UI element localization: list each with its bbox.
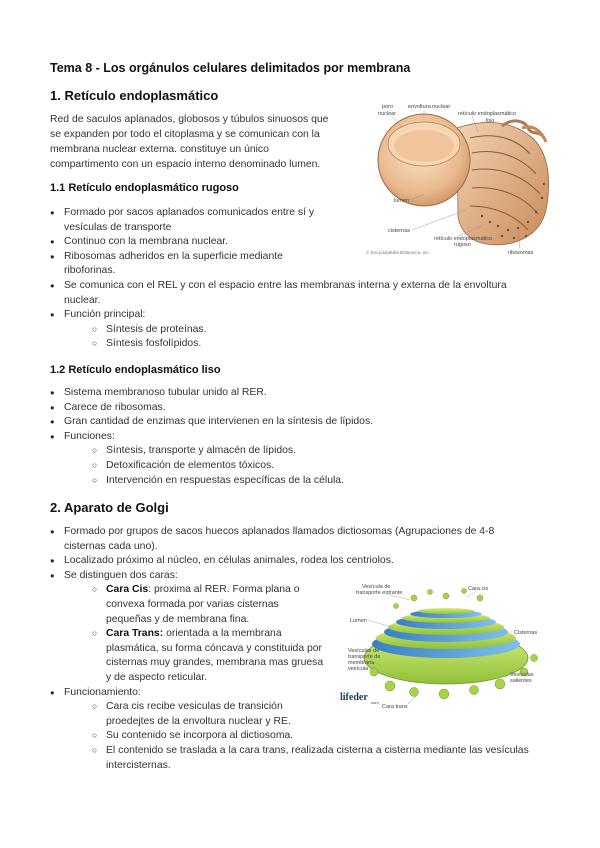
rel-subitem: ○ Detoxificación de elementos tóxicos. xyxy=(92,459,570,474)
golgi-stack-shape xyxy=(364,608,528,684)
section-1-intro xyxy=(50,112,350,172)
rer-list xyxy=(50,206,570,352)
fig2-label-transporte: transporte entrante xyxy=(356,590,403,596)
nucleus-shape xyxy=(378,114,470,206)
lifeder-logo-suffix: .com xyxy=(370,700,379,705)
fig1-label-cisternas: cisternas xyxy=(388,228,411,234)
rer-item: ● Función principal: ○ Síntesis de proteínas. ○ Síntesis fosfolípidos. xyxy=(50,308,570,352)
golgi-cis-item: ○ Cara Cis: proxima al RER. Forma plana o convexa formada por varias cisternas pequeñas y de membrana fina. xyxy=(92,583,580,627)
section-2-heading: 2. Aparato de Golgi xyxy=(50,500,169,515)
golgi-trans-item: ○ Cara Trans: orientada a la membrana plasmática, su forma cóncava y constituida por cisternas muy grandes, membrana mas gruesa y de aspecto reticular. xyxy=(92,627,580,685)
intro-line: membrana nuclear externa. constituye un único xyxy=(50,144,269,155)
fig2-label-vesiculas: membrana xyxy=(348,660,375,666)
rer-sublist xyxy=(64,323,570,352)
fig2-label-cisternas: Cisternas xyxy=(514,630,538,636)
rer-subitem: ○ Síntesis de proteínas. xyxy=(92,323,570,338)
fig1-label-liso: liso xyxy=(486,118,495,124)
fig1-label-poro: poro xyxy=(382,104,394,110)
golgi-apparatus-illustration xyxy=(334,580,559,710)
golgi-func-sublist xyxy=(64,700,580,773)
fig2-label-cara-cis: Cara cis xyxy=(468,586,489,592)
rel-subitem: ○ Intervención en respuestas específicas de la célula. xyxy=(92,474,570,489)
intro-line: compartimento con un espacio interno denominado lumen. xyxy=(50,159,321,170)
lifeder-logo: lifeder xyxy=(340,692,368,703)
golgi-item: ● Formado por grupos de sacos huecos aplanados llamados dictiosomas (Agrupaciones de 4-8 cisternas cada uno). xyxy=(50,525,580,554)
rer-item: ● Formado por sacos aplanados comunicados entre sí y vesículas de transporte xyxy=(50,206,570,235)
fig2-label-cara-trans: Cara trans xyxy=(382,704,408,710)
fig2-label-vesiculas-salientes: Vesículas xyxy=(510,672,534,678)
fig1-label-rugoso: rugoso xyxy=(454,242,471,248)
rel-item: ● Carece de ribosomas. xyxy=(50,401,570,416)
golgi-func-subitem: ○ Cara cis recibe vesiculas de transición proedejtes de la envoltura nuclear y RE. xyxy=(92,700,580,729)
fig1-caption: © Encyclopædia Britannica, Inc. xyxy=(366,250,430,255)
fig2-label-vesicula: Vesícula de xyxy=(362,584,391,590)
golgi-func-subitem: ○ Su contenido se incorpora al dictiosoma. xyxy=(92,729,580,744)
rel-item: ● Sistema membranoso tubular unido al RER. xyxy=(50,386,570,401)
rel-heading: 1.2 Retículo endoplasmático liso xyxy=(50,364,221,376)
rel-item: ● Funciones: ○ Síntesis, transporte y almacén de lípidos. ○ Detoxificación de elementos tóxicos. ○ Intervención en respuestas específicas de la célula. xyxy=(50,430,570,488)
golgi-item: ● Se distinguen dos caras: ○ Cara Cis: proxima al RER. Forma plana o convexa formada por varias cisternas pequeñas y de membrana fina. ○ Cara Trans: orientada a la membrana plasmática, su forma cóncava y constituida por cisternas muy grandes, membrana mas gruesa y de aspecto reticular. xyxy=(50,569,580,686)
fig1-label-nuclear: nuclear xyxy=(378,111,397,117)
rer-heading: 1.1 Retículo endoplasmático rugoso xyxy=(50,182,239,194)
fig2-label-vesiculas-salientes: salientes xyxy=(510,678,532,684)
section-1-heading: 1. Retículo endoplasmático xyxy=(50,88,219,103)
rel-item: ● Gran cantidad de enzimas que intervienen en la síntesis de lípidos. xyxy=(50,415,570,430)
document-title: Tema 8 - Los orgánulos celulares delimitados por membrana xyxy=(50,61,411,75)
fig2-label-lumen: Lumen xyxy=(350,618,367,624)
rel-list xyxy=(50,386,570,488)
rer-item: ● Continuo con la membrana nuclear. xyxy=(50,235,570,250)
fig1-label-ribosomas: ribosomas xyxy=(508,250,534,256)
fig1-label-reticulo-liso: retículo endoplasmático xyxy=(458,111,517,117)
fig1-label-envoltura: envoltura nuclear xyxy=(408,104,451,110)
golgi-item: ● Localizado próximo al núcleo, en células animales, rodea los centriolos. xyxy=(50,554,580,569)
rer-item: ● Se comunica con el REL y con el espacio entre las membranas interna y externa de la envoltura nuclear. xyxy=(50,279,570,308)
intro-line: se expanden por todo el citoplasma y se comunican con la xyxy=(50,129,320,140)
rer-subitem: ○ Síntesis fosfolípidos. xyxy=(92,337,570,352)
rel-sublist xyxy=(64,444,570,488)
fig1-label-reticulo-rugoso: retículo endoplasmático xyxy=(434,236,493,242)
fig2-label-vesiculas: vesícula xyxy=(348,666,369,672)
golgi-item: ● Funcionamiento: ○ Cara cis recibe vesiculas de transición proedejtes de la envoltura nuclear y RE. ○ Su contenido se incorpora al dictiosoma. ○ El contenido se traslada a la cara trans, realizada cisterna a cisterna mediante las vesículas intercisternas. xyxy=(50,686,580,774)
fig2-label-vesiculas: transporte de xyxy=(348,654,381,660)
golgi-func-subitem: ○ El contenido se traslada a la cara trans, realizada cisterna a cisterna mediante las vesículas intercisternas. xyxy=(92,744,580,773)
intro-line: Red de saculos aplanados, globosos y túbulos sinuosos que xyxy=(50,114,329,125)
fig1-label-lumen: lumen xyxy=(394,198,409,204)
rer-item: ● Ribosomas adheridos en la superficie mediante riboforinas. xyxy=(50,250,570,279)
fig2-label-vesiculas: Vesículas de xyxy=(348,648,380,654)
rel-subitem: ○ Síntesis, transporte y almacén de lípidos. xyxy=(92,444,570,459)
